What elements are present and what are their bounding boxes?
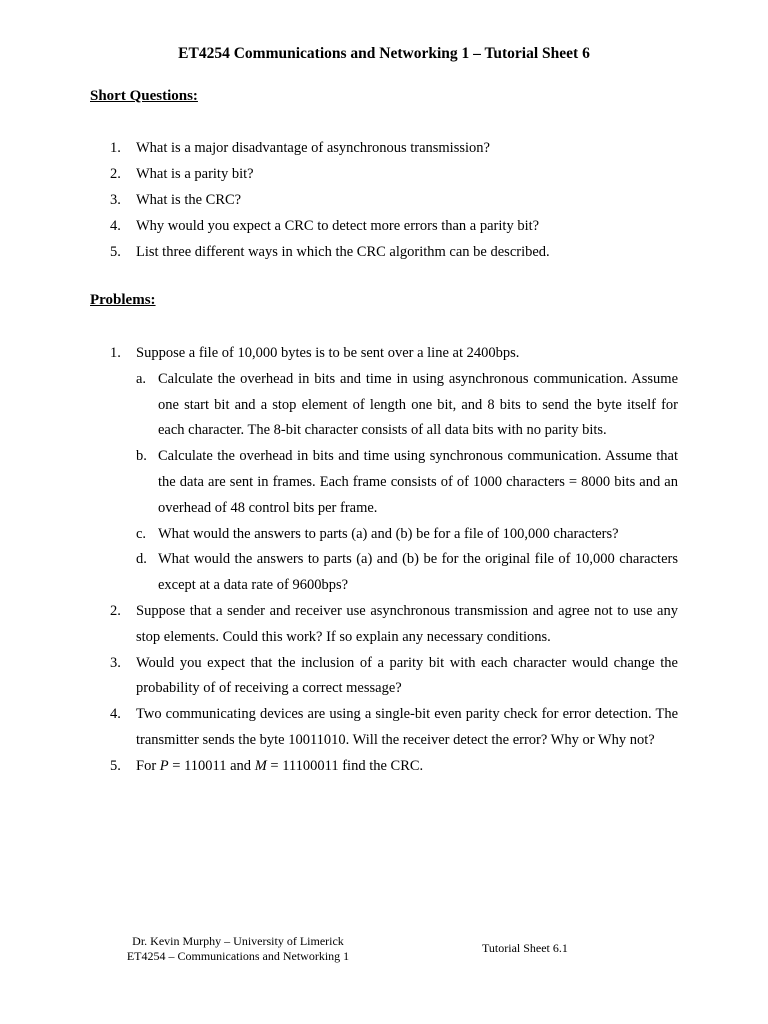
problem-text: Would you expect that the inclusion of a parity bit with each character would change the probability of of receiving a correct message?: [136, 654, 678, 697]
question-text: Why would you expect a CRC to detect more errors than a parity bit?: [136, 218, 540, 234]
sub-question: [136, 367, 678, 444]
text-fragment: = 11100011 find the CRC.: [266, 757, 424, 774]
sub-question: [136, 547, 678, 599]
footer-course: ET4254 – Communications and Networking 1: [126, 949, 350, 963]
variable-m: M: [254, 757, 267, 774]
list-item: [110, 213, 690, 239]
list-item: [110, 161, 690, 187]
sub-letter: a.: [136, 370, 147, 387]
item-number: 3.: [110, 192, 121, 208]
sub-letter: b.: [136, 448, 147, 465]
problems-heading: Problems:: [90, 292, 156, 308]
variable-p: P: [159, 757, 169, 774]
item-number: 5.: [110, 244, 121, 260]
sub-question: [136, 444, 678, 521]
text-fragment: = 110011 and: [168, 757, 255, 774]
list-item: [110, 239, 690, 265]
question-text: What is a parity bit?: [136, 166, 254, 182]
list-item: [110, 651, 678, 703]
problem-text: Suppose that a sender and receiver use asynchronous transmission and agree not to use any stop elements. Could this work? If so explain any necessary conditions.: [136, 602, 678, 645]
sub-question-text: Calculate the overhead in bits and time using synchronous communication. Assume that the data are sent in frames. Each frame consists of of 1000 characters = 8000 bits and an overhead of 48 control bits per frame.: [158, 448, 678, 516]
sub-question-list: [136, 367, 678, 599]
item-number: 1.: [110, 140, 121, 156]
short-questions-heading: Short Questions:: [90, 88, 198, 104]
list-item: [110, 187, 690, 213]
list-item: [110, 599, 678, 651]
problem-text: Two communicating devices are using a single-bit even parity check for error detection. The transmitter sends the byte 10011010. Will the receiver detect the error? Why or Why not?: [136, 706, 678, 748]
footer-left: [118, 934, 358, 964]
problem-text: [136, 754, 678, 780]
page-title: ET4254 Communications and Networking 1 – Tutorial Sheet 6: [178, 45, 590, 62]
question-text: List three different ways in which the CRC algorithm can be described.: [136, 244, 550, 260]
sub-question-text: What would the answers to parts (a) and (b) be for a file of 100,000 characters?: [158, 525, 619, 542]
problems-list: [110, 341, 678, 780]
footer-author: Dr. Kevin Murphy – University of Limerick: [132, 934, 344, 948]
item-number: 2.: [110, 166, 121, 182]
item-number: 5.: [110, 757, 121, 774]
item-number: 1.: [110, 345, 121, 361]
list-item: [110, 341, 678, 599]
item-number: 4.: [110, 706, 121, 723]
list-item: [110, 702, 678, 754]
item-number: 2.: [110, 602, 121, 619]
item-number: 3.: [110, 654, 121, 671]
question-text: What is a major disadvantage of asynchronous transmission?: [136, 140, 490, 156]
sub-question-text: Calculate the overhead in bits and time in using asynchronous communication. Assume one start bit and a stop element of length one bit, and 8 bits to send the byte itself for each character. The 8-bit character consists of all data bits with no parity bits.: [158, 370, 678, 439]
text-fragment: For: [136, 757, 160, 774]
footer-page-label: Tutorial Sheet 6.1: [482, 941, 568, 955]
item-number: 4.: [110, 218, 121, 234]
problem-text: Suppose a file of 10,000 bytes is to be sent over a line at 2400bps.: [136, 345, 520, 361]
sub-letter: d.: [136, 551, 147, 568]
sub-question-text: What would the answers to parts (a) and (b) be for the original file of 10,000 characters except at a data rate of 9600bps?: [158, 551, 678, 594]
list-item: [110, 135, 690, 161]
question-text: What is the CRC?: [136, 192, 242, 208]
list-item: [110, 754, 678, 780]
short-questions-list: [110, 135, 690, 265]
sub-letter: c.: [136, 525, 147, 542]
sub-question: [136, 522, 678, 548]
